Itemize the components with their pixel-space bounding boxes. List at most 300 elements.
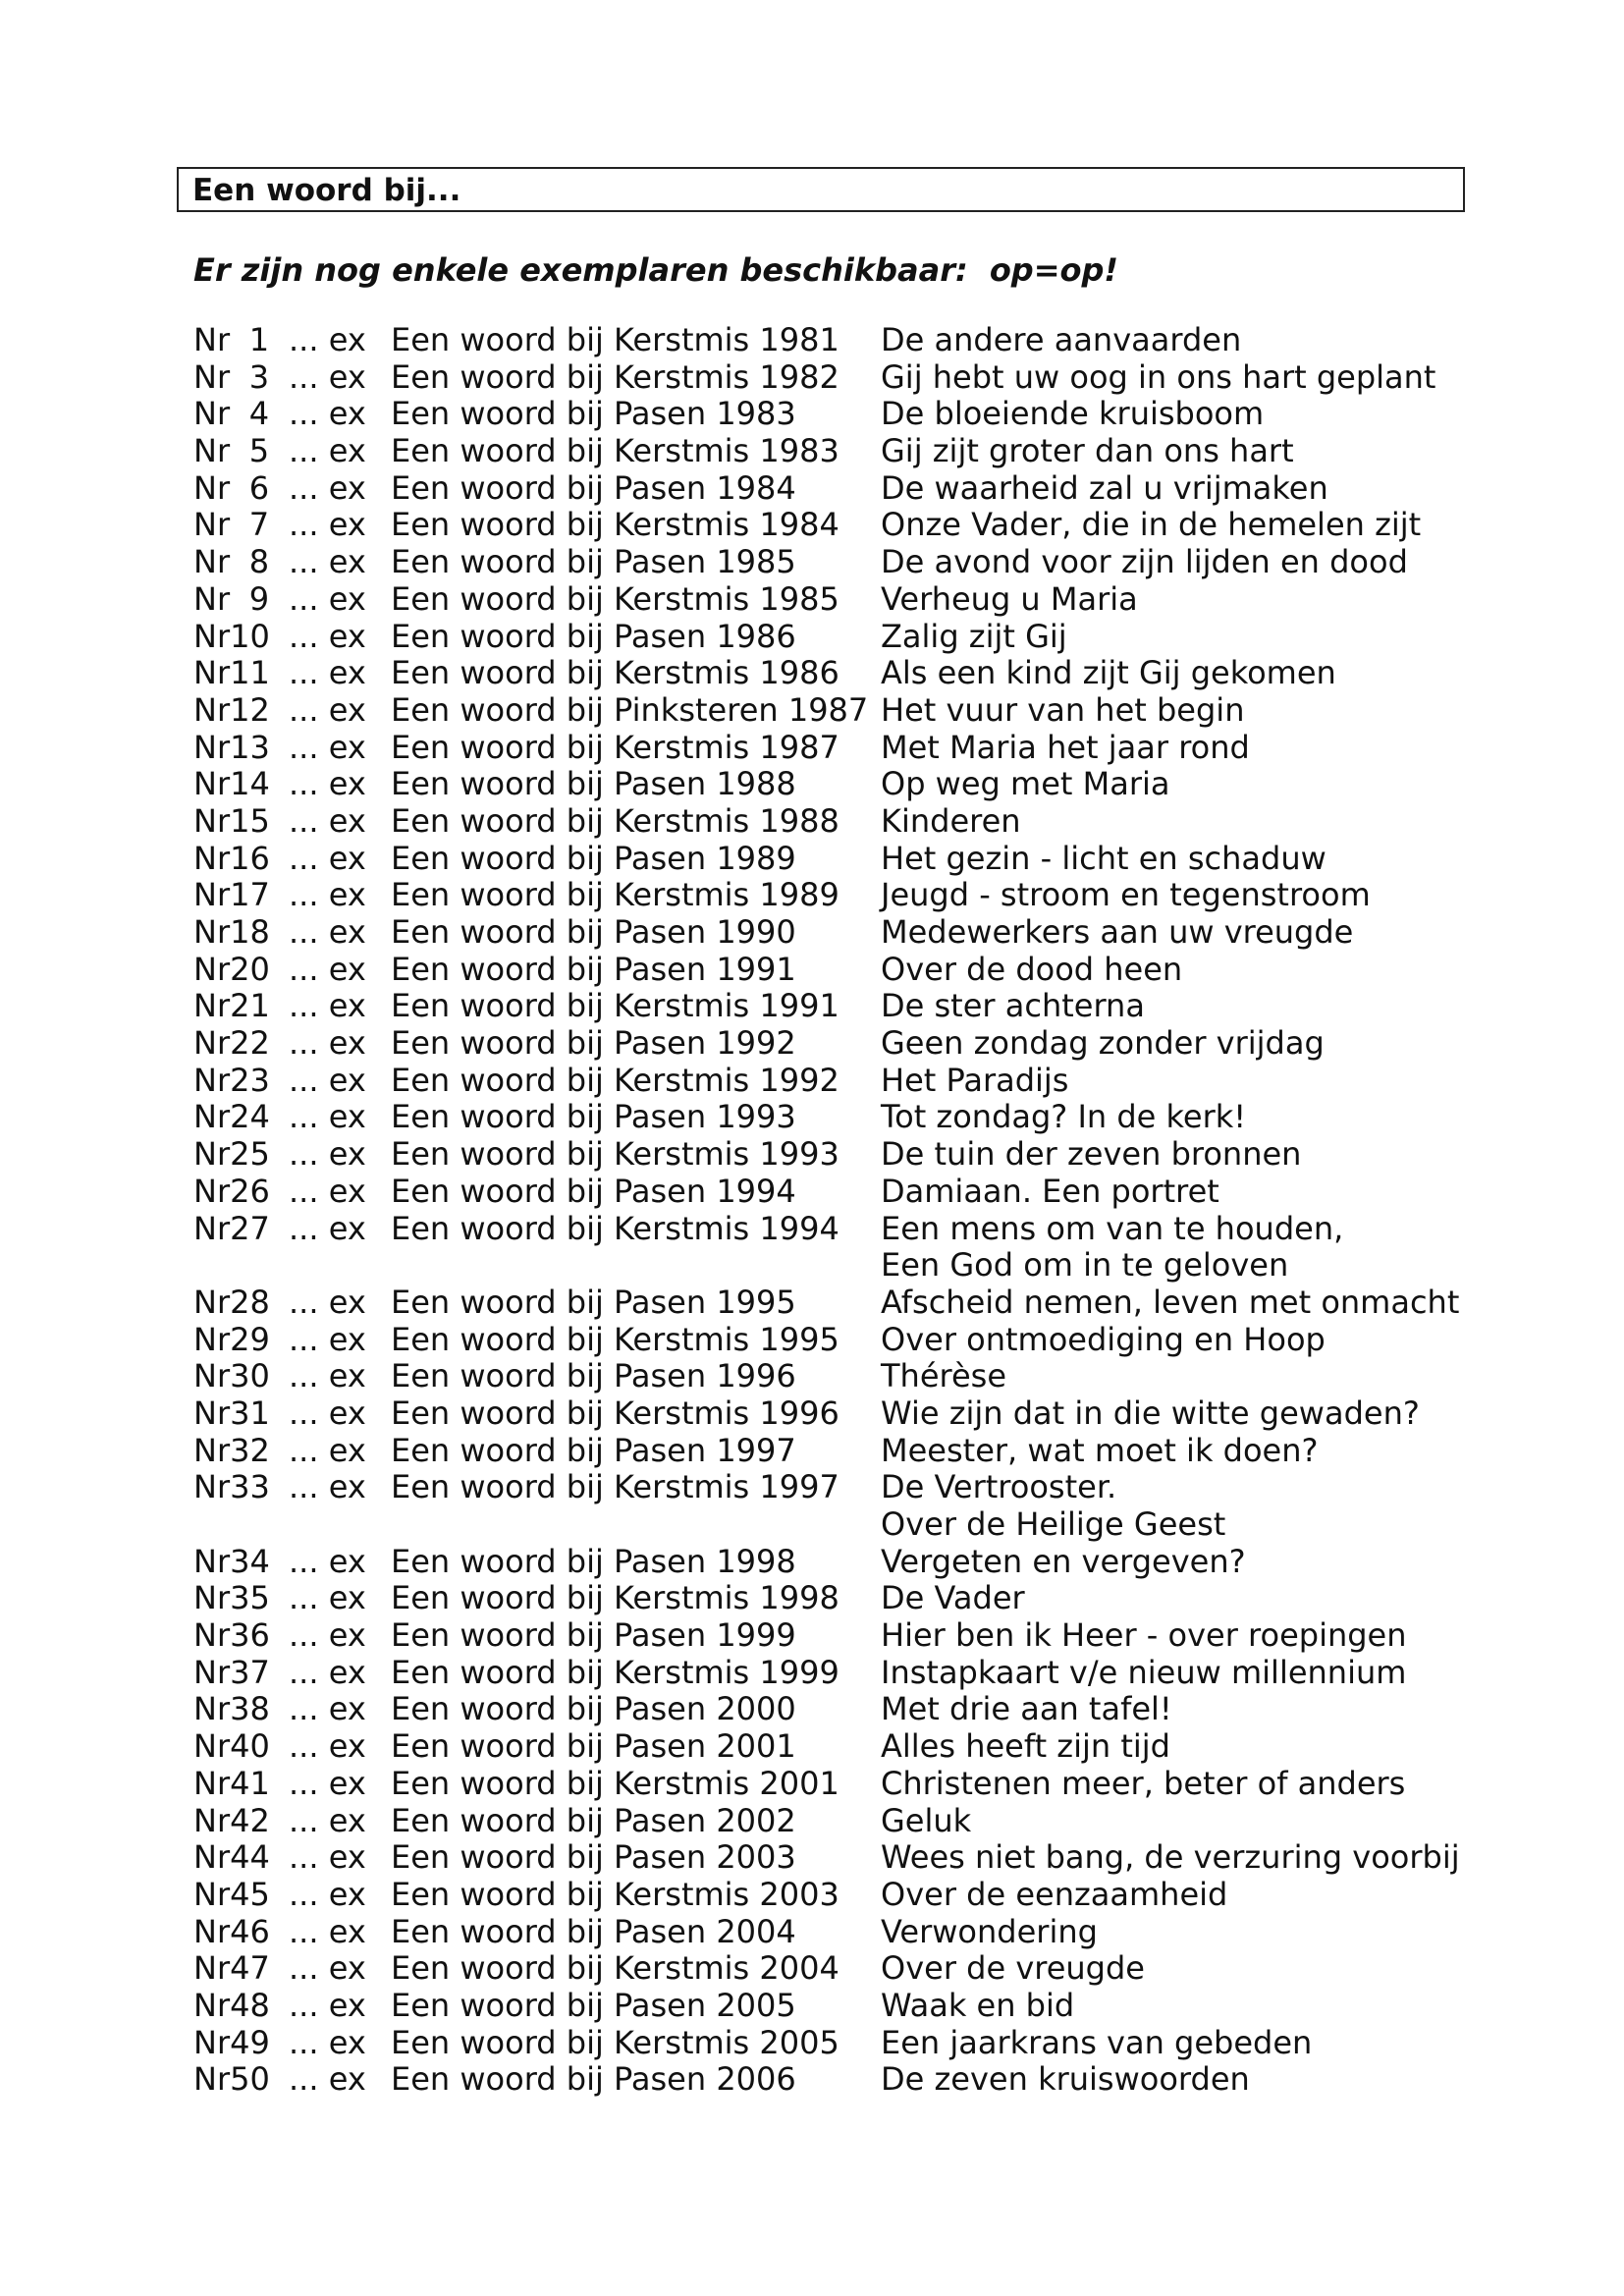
copies-field: ... ex xyxy=(289,579,366,618)
copies-field: ... ex xyxy=(289,1986,366,2024)
edition-list xyxy=(0,322,1624,2099)
issue-num: 31 xyxy=(230,1394,270,1432)
copies-field: ... ex xyxy=(289,1875,366,1913)
list-item xyxy=(0,581,1624,619)
issue-num: 3 xyxy=(248,357,270,396)
edition-title: Onze Vader, die in de hemelen zijt xyxy=(881,506,1422,544)
edition-title: Medewerkers aan uw vreugde xyxy=(881,913,1354,951)
list-item xyxy=(0,1358,1624,1395)
edition-name: Een woord bij Kerstmis 1987 xyxy=(391,728,839,766)
issue-number xyxy=(193,1211,282,1248)
issue-prefix: Nr xyxy=(193,765,231,803)
copies-field: ... ex xyxy=(289,468,366,507)
edition-title: Geen zondag zonder vrijdag xyxy=(881,1024,1325,1063)
issue-num: 35 xyxy=(230,1579,270,1617)
edition-name: Een woord bij Kerstmis 1983 xyxy=(391,432,839,470)
list-item xyxy=(0,1766,1624,1803)
issue-prefix: Nr xyxy=(193,1061,231,1099)
edition-name: Een woord bij Pasen 2001 xyxy=(391,1727,796,1766)
copies-field: ... ex xyxy=(289,617,366,655)
copies-field: ... ex xyxy=(289,1838,366,1877)
edition-title: Verheug u Maria xyxy=(881,579,1138,618)
edition-title: De bloeiende kruisboom xyxy=(881,395,1265,433)
issue-number xyxy=(193,1395,282,1433)
issue-prefix: Nr xyxy=(193,395,231,433)
issue-number xyxy=(193,1469,282,1506)
copies-field: ... ex xyxy=(289,1727,366,1766)
list-item xyxy=(0,655,1624,692)
list-item xyxy=(0,1877,1624,1914)
edition-name: Een woord bij Kerstmis 1991 xyxy=(391,987,839,1025)
copies-field: ... ex xyxy=(289,1764,366,1802)
issue-number xyxy=(193,470,282,508)
issue-num: 21 xyxy=(230,987,270,1025)
copies-field: ... ex xyxy=(289,1542,366,1580)
edition-name: Een woord bij Pasen 1995 xyxy=(391,1283,796,1321)
copies-field: ... ex xyxy=(289,876,366,914)
list-item xyxy=(0,544,1624,581)
list-item xyxy=(0,914,1624,952)
list-item xyxy=(0,692,1624,730)
edition-title: Het gezin - licht en schaduw xyxy=(881,839,1326,877)
list-item xyxy=(0,1580,1624,1617)
edition-name: Een woord bij Kerstmis 2003 xyxy=(391,1875,839,1913)
issue-number xyxy=(193,359,282,397)
copies-field: ... ex xyxy=(289,690,366,729)
issue-number xyxy=(193,544,282,581)
issue-prefix: Nr xyxy=(193,1172,231,1210)
issue-number xyxy=(193,1136,282,1174)
edition-name: Een woord bij Kerstmis 1989 xyxy=(391,876,839,914)
edition-name: Een woord bij Kerstmis 1994 xyxy=(391,1209,839,1247)
issue-number xyxy=(193,914,282,952)
page-title: Een woord bij... xyxy=(192,173,461,208)
edition-name: Een woord bij Kerstmis 1981 xyxy=(391,321,839,358)
issue-number xyxy=(193,433,282,470)
edition-title: Een God om in te geloven xyxy=(881,1246,1289,1285)
issue-num: 41 xyxy=(230,1764,270,1802)
edition-title: De zeven kruiswoorden xyxy=(881,2060,1250,2099)
edition-title: Verwondering xyxy=(881,1912,1098,1950)
list-item xyxy=(0,359,1624,397)
issue-num: 13 xyxy=(230,728,270,766)
issue-num: 44 xyxy=(230,1838,270,1877)
issue-num: 10 xyxy=(230,617,270,655)
edition-name: Een woord bij Pasen 2002 xyxy=(391,1801,796,1839)
issue-prefix: Nr xyxy=(193,1579,231,1617)
copies-field: ... ex xyxy=(289,1172,366,1210)
list-item xyxy=(0,1174,1624,1211)
list-item xyxy=(0,1655,1624,1692)
copies-field: ... ex xyxy=(289,432,366,470)
issue-num: 49 xyxy=(230,2023,270,2061)
issue-num: 38 xyxy=(230,1690,270,1728)
issue-num: 4 xyxy=(248,395,270,433)
issue-number xyxy=(193,507,282,544)
edition-name: Een woord bij Pasen 2003 xyxy=(391,1838,796,1877)
edition-title: Instapkaart v/e nieuw millennium xyxy=(881,1653,1407,1691)
list-item xyxy=(0,470,1624,508)
edition-name: Een woord bij Kerstmis 1984 xyxy=(391,506,839,544)
issue-num: 46 xyxy=(230,1912,270,1950)
issue-number xyxy=(193,619,282,656)
issue-prefix: Nr xyxy=(193,654,231,692)
issue-number xyxy=(193,988,282,1025)
copies-field: ... ex xyxy=(289,801,366,840)
edition-title: Met Maria het jaar rond xyxy=(881,728,1250,766)
issue-num: 30 xyxy=(230,1357,270,1395)
issue-prefix: Nr xyxy=(193,1801,231,1839)
issue-number xyxy=(193,877,282,914)
edition-title: Christenen meer, beter of anders xyxy=(881,1764,1406,1802)
issue-num: 28 xyxy=(230,1283,270,1321)
issue-number xyxy=(193,2025,282,2062)
issue-prefix: Nr xyxy=(193,987,231,1025)
edition-title: Een mens om van te houden, xyxy=(881,1209,1344,1247)
issue-number xyxy=(193,396,282,433)
issue-num: 45 xyxy=(230,1875,270,1913)
edition-title: Een jaarkrans van gebeden xyxy=(881,2023,1313,2061)
issue-prefix: Nr xyxy=(193,1764,231,1802)
copies-field: ... ex xyxy=(289,1394,366,1432)
issue-number xyxy=(193,803,282,841)
issue-num: 47 xyxy=(230,1949,270,1988)
issue-number xyxy=(193,1988,282,2025)
issue-prefix: Nr xyxy=(193,690,231,729)
issue-prefix: Nr xyxy=(193,321,231,358)
issue-prefix: Nr xyxy=(193,1394,231,1432)
issue-number xyxy=(193,1544,282,1581)
edition-title: Vergeten en vergeven? xyxy=(881,1542,1246,1580)
edition-title: Damiaan. Een portret xyxy=(881,1172,1219,1210)
issue-num: 26 xyxy=(230,1172,270,1210)
issue-prefix: Nr xyxy=(193,1209,231,1247)
issue-number xyxy=(193,1691,282,1728)
edition-title: Het Paradijs xyxy=(881,1061,1069,1099)
edition-name: Een woord bij Pasen 1986 xyxy=(391,617,796,655)
edition-name: Een woord bij Pasen 1983 xyxy=(391,395,796,433)
edition-title: Hier ben ik Heer - over roepingen xyxy=(881,1616,1407,1655)
list-item xyxy=(0,1285,1624,1322)
edition-name: Een woord bij Pasen 1991 xyxy=(391,950,796,988)
edition-name: Een woord bij Kerstmis 1993 xyxy=(391,1135,839,1174)
edition-name: Een woord bij Kerstmis 1995 xyxy=(391,1320,839,1358)
issue-number xyxy=(193,1728,282,1766)
issue-num: 18 xyxy=(230,913,270,951)
issue-prefix: Nr xyxy=(193,950,231,988)
issue-number xyxy=(193,581,282,619)
issue-number xyxy=(193,1950,282,1988)
issue-num: 6 xyxy=(248,468,270,507)
issue-prefix: Nr xyxy=(193,1542,231,1580)
issue-number xyxy=(193,1655,282,1692)
list-item xyxy=(0,1099,1624,1136)
edition-title: De ster achterna xyxy=(881,987,1145,1025)
copies-field: ... ex xyxy=(289,1690,366,1728)
list-item xyxy=(0,1839,1624,1877)
list-item xyxy=(0,1025,1624,1063)
issue-prefix: Nr xyxy=(193,1875,231,1913)
copies-field: ... ex xyxy=(289,2023,366,2061)
list-item xyxy=(0,803,1624,841)
issue-prefix: Nr xyxy=(193,357,231,396)
issue-num: 1 xyxy=(248,321,270,358)
edition-title: Gij zijt groter dan ons hart xyxy=(881,432,1294,470)
issue-num: 5 xyxy=(248,432,270,470)
list-item xyxy=(0,1136,1624,1174)
list-item xyxy=(0,507,1624,544)
edition-name: Een woord bij Kerstmis 1998 xyxy=(391,1579,839,1617)
issue-prefix: Nr xyxy=(193,1727,231,1766)
edition-title: Wees niet bang, de verzuring voorbij xyxy=(881,1838,1460,1877)
list-item xyxy=(0,396,1624,433)
issue-prefix: Nr xyxy=(193,617,231,655)
issue-num: 12 xyxy=(230,690,270,729)
issue-number xyxy=(193,1322,282,1359)
copies-field: ... ex xyxy=(289,1320,366,1358)
copies-field: ... ex xyxy=(289,395,366,433)
issue-num: 33 xyxy=(230,1468,270,1506)
issue-prefix: Nr xyxy=(193,1283,231,1321)
list-item xyxy=(0,1322,1624,1359)
copies-field: ... ex xyxy=(289,654,366,692)
edition-title: Over de vreugde xyxy=(881,1949,1145,1988)
edition-name: Een woord bij Pasen 2000 xyxy=(391,1690,796,1728)
issue-number xyxy=(193,2061,282,2099)
edition-name: Een woord bij Kerstmis 1986 xyxy=(391,654,839,692)
edition-name: Een woord bij Pasen 2006 xyxy=(391,2060,796,2099)
issue-number xyxy=(193,1914,282,1951)
issue-num: 40 xyxy=(230,1727,270,1766)
list-item xyxy=(0,1728,1624,1766)
edition-title: Kinderen xyxy=(881,801,1021,840)
issue-prefix: Nr xyxy=(193,432,231,470)
edition-title: Afscheid nemen, leven met onmacht xyxy=(881,1283,1460,1321)
issue-prefix: Nr xyxy=(193,1690,231,1728)
issue-number xyxy=(193,692,282,730)
copies-field: ... ex xyxy=(289,1098,366,1136)
edition-name: Een woord bij Kerstmis 1988 xyxy=(391,801,839,840)
edition-name: Een woord bij Pasen 2005 xyxy=(391,1986,796,2024)
issue-prefix: Nr xyxy=(193,1320,231,1358)
edition-title: Jeugd - stroom en tegenstroom xyxy=(881,876,1371,914)
edition-title: Over de dood heen xyxy=(881,950,1183,988)
edition-name: Een woord bij Pinksteren 1987 xyxy=(391,690,869,729)
copies-field: ... ex xyxy=(289,765,366,803)
edition-title: De andere aanvaarden xyxy=(881,321,1242,358)
issue-num: 11 xyxy=(230,654,270,692)
issue-number xyxy=(193,1358,282,1395)
issue-prefix: Nr xyxy=(193,801,231,840)
list-item xyxy=(0,1914,1624,1951)
copies-field: ... ex xyxy=(289,1653,366,1691)
list-item xyxy=(0,730,1624,767)
edition-title: De tuin der zeven bronnen xyxy=(881,1135,1302,1174)
edition-name: Een woord bij Pasen 1988 xyxy=(391,765,796,803)
issue-num: 29 xyxy=(230,1320,270,1358)
edition-title: Als een kind zijt Gij gekomen xyxy=(881,654,1336,692)
availability-text: Er zijn nog enkele exemplaren beschikbaar: xyxy=(193,251,968,289)
edition-name: Een woord bij Kerstmis 1999 xyxy=(391,1653,839,1691)
issue-number xyxy=(193,1099,282,1136)
edition-title: Waak en bid xyxy=(881,1986,1075,2024)
edition-title: Geluk xyxy=(881,1801,972,1839)
issue-num: 50 xyxy=(230,2060,270,2099)
edition-title: De Vader xyxy=(881,1579,1025,1617)
issue-number xyxy=(193,1803,282,1840)
edition-title: Thérèse xyxy=(881,1357,1007,1395)
edition-name: Een woord bij Pasen 2004 xyxy=(391,1912,796,1950)
edition-name: Een woord bij Pasen 1989 xyxy=(391,839,796,877)
issue-number xyxy=(193,730,282,767)
list-item xyxy=(0,1395,1624,1433)
copies-field: ... ex xyxy=(289,1357,366,1395)
edition-name: Een woord bij Pasen 1993 xyxy=(391,1098,796,1136)
edition-title: Over ontmoediging en Hoop xyxy=(881,1320,1326,1358)
issue-number xyxy=(193,1285,282,1322)
issue-number xyxy=(193,1174,282,1211)
list-item xyxy=(0,841,1624,878)
issue-number xyxy=(193,1766,282,1803)
issue-prefix: Nr xyxy=(193,728,231,766)
edition-title: Tot zondag? In de kerk! xyxy=(881,1098,1247,1136)
copies-field: ... ex xyxy=(289,1468,366,1506)
edition-title: Met drie aan tafel! xyxy=(881,1690,1172,1728)
issue-prefix: Nr xyxy=(193,1135,231,1174)
edition-title: Wie zijn dat in die witte gewaden? xyxy=(881,1394,1420,1432)
issue-num: 42 xyxy=(230,1801,270,1839)
edition-name: Een woord bij Pasen 1996 xyxy=(391,1357,796,1395)
header-box xyxy=(177,167,1465,212)
edition-name: Een woord bij Pasen 1994 xyxy=(391,1172,796,1210)
issue-num: 36 xyxy=(230,1616,270,1655)
copies-field: ... ex xyxy=(289,1135,366,1174)
issue-number xyxy=(193,952,282,989)
edition-name: Een woord bij Pasen 1990 xyxy=(391,913,796,951)
copies-field: ... ex xyxy=(289,543,366,581)
issue-number xyxy=(193,1247,282,1285)
issue-number xyxy=(193,1063,282,1100)
list-item xyxy=(0,1691,1624,1728)
edition-name: Een woord bij Kerstmis 1992 xyxy=(391,1061,839,1099)
issue-num: 24 xyxy=(230,1098,270,1136)
issue-prefix: Nr xyxy=(193,1949,231,1988)
list-item xyxy=(0,988,1624,1025)
edition-name: Een woord bij Kerstmis 2004 xyxy=(391,1949,839,1988)
edition-name: Een woord bij Kerstmis 1997 xyxy=(391,1468,839,1506)
list-item xyxy=(0,322,1624,359)
issue-prefix: Nr xyxy=(193,1357,231,1395)
list-item xyxy=(0,877,1624,914)
issue-number xyxy=(193,1580,282,1617)
issue-prefix: Nr xyxy=(193,1098,231,1136)
list-item xyxy=(0,1506,1624,1544)
issue-prefix: Nr xyxy=(193,543,231,581)
issue-number xyxy=(193,1617,282,1655)
list-item xyxy=(0,1950,1624,1988)
edition-name: Een woord bij Pasen 1992 xyxy=(391,1024,796,1063)
list-item xyxy=(0,1544,1624,1581)
list-item xyxy=(0,1469,1624,1506)
edition-title: Het vuur van het begin xyxy=(881,690,1245,729)
list-item xyxy=(0,1247,1624,1285)
edition-title: De avond voor zijn lijden en dood xyxy=(881,543,1408,581)
edition-title: Meester, wat moet ik doen? xyxy=(881,1431,1319,1469)
issue-number xyxy=(193,1433,282,1470)
edition-title: Gij hebt uw oog in ons hart geplant xyxy=(881,357,1436,396)
list-item xyxy=(0,1988,1624,2025)
copies-field: ... ex xyxy=(289,987,366,1025)
issue-prefix: Nr xyxy=(193,1838,231,1877)
copies-field: ... ex xyxy=(289,913,366,951)
issue-prefix: Nr xyxy=(193,1024,231,1063)
issue-number xyxy=(193,1877,282,1914)
copies-field: ... ex xyxy=(289,839,366,877)
copies-field: ... ex xyxy=(289,1024,366,1063)
issue-number xyxy=(193,1839,282,1877)
issue-num: 9 xyxy=(248,579,270,618)
edition-name: Een woord bij Kerstmis 1996 xyxy=(391,1394,839,1432)
edition-title: De waarheid zal u vrijmaken xyxy=(881,468,1328,507)
issue-prefix: Nr xyxy=(193,1431,231,1469)
issue-prefix: Nr xyxy=(193,1616,231,1655)
list-item xyxy=(0,952,1624,989)
list-item xyxy=(0,1063,1624,1100)
edition-title: De Vertrooster. xyxy=(881,1468,1117,1506)
copies-field: ... ex xyxy=(289,1061,366,1099)
edition-title: Op weg met Maria xyxy=(881,765,1170,803)
edition-name: Een woord bij Pasen 1985 xyxy=(391,543,796,581)
list-item xyxy=(0,1211,1624,1248)
issue-prefix: Nr xyxy=(193,876,231,914)
issue-num: 48 xyxy=(230,1986,270,2024)
copies-field: ... ex xyxy=(289,506,366,544)
issue-num: 14 xyxy=(230,765,270,803)
edition-name: Een woord bij Pasen 1999 xyxy=(391,1616,796,1655)
copies-field: ... ex xyxy=(289,1616,366,1655)
issue-prefix: Nr xyxy=(193,2023,231,2061)
list-item xyxy=(0,1617,1624,1655)
issue-num: 7 xyxy=(248,506,270,544)
issue-number xyxy=(193,655,282,692)
copies-field: ... ex xyxy=(289,1283,366,1321)
issue-num: 8 xyxy=(248,543,270,581)
edition-title: Over de eenzaamheid xyxy=(881,1875,1228,1913)
copies-field: ... ex xyxy=(289,1912,366,1950)
copies-field: ... ex xyxy=(289,321,366,358)
issue-num: 37 xyxy=(230,1653,270,1691)
issue-num: 17 xyxy=(230,876,270,914)
copies-field: ... ex xyxy=(289,728,366,766)
issue-num: 25 xyxy=(230,1135,270,1174)
list-item xyxy=(0,619,1624,656)
issue-prefix: Nr xyxy=(193,1468,231,1506)
issue-number xyxy=(193,1025,282,1063)
list-item xyxy=(0,1803,1624,1840)
edition-title: Zalig zijt Gij xyxy=(881,617,1067,655)
issue-number xyxy=(193,322,282,359)
list-item xyxy=(0,2061,1624,2099)
issue-num: 20 xyxy=(230,950,270,988)
availability-tail: op=op! xyxy=(989,251,1118,289)
issue-prefix: Nr xyxy=(193,1912,231,1950)
issue-prefix: Nr xyxy=(193,1653,231,1691)
issue-prefix: Nr xyxy=(193,913,231,951)
issue-number xyxy=(193,766,282,803)
edition-name: Een woord bij Kerstmis 2005 xyxy=(391,2023,839,2061)
copies-field: ... ex xyxy=(289,1431,366,1469)
edition-title: Over de Heilige Geest xyxy=(881,1505,1226,1543)
